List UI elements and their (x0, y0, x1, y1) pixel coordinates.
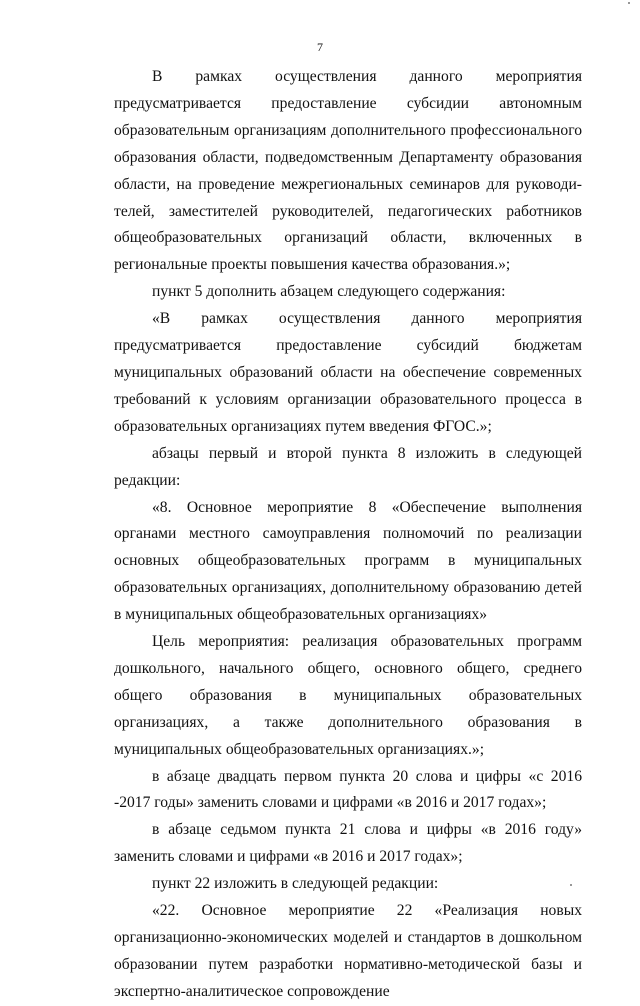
paragraph: Цель мероприятия: реализация образовательных программ дошкольного, начального общего, основного общего, среднего общего образования в муниципальных образовательных организациях, а также дополнительного образования в муниципальных общеобразовательных организациях.»; (114, 633, 582, 758)
paragraph: «8. Основное мероприятие 8 «Обеспечение выполнения органами местного самоуправления полномочий по реализации основных общеобразовательных программ в муниципальных образовательных организациях, дополнительному образованию детей в муниципальных общеобразовательных организациях» (114, 498, 582, 624)
paragraph: абзацы первый и второй пункта 8 изложить в следующей редакции: (114, 444, 582, 489)
scan-speck (628, 2, 630, 4)
paragraph: пункт 22 изложить в следующей редакции: (152, 875, 439, 893)
paragraph: «В рамках осуществления данного мероприятия предусматривается предоставление субсидий бюджетам муниципальных образований области на обеспечение современных требований к условиям организации образовательного процесса в образовательных организациях путем введения ФГОС.»; (114, 310, 582, 435)
paragraph: в абзаце двадцать первом пункта 20 слова и цифры «с 2016 -2017 годы» заменить словами и цифрами «в 2016 и 2017 годах»; (114, 767, 582, 812)
document-body (114, 64, 582, 1006)
paragraph: в абзаце седьмом пункта 21 слова и цифры «в 2016 году» заменить словами и цифрами «в 2016 и 2017 годах»; (114, 821, 582, 866)
paragraph: «22. Основное мероприятие 22 «Реализация новых организационно-экономических моделей и стандартов в дошкольном образовании путем разработки нормативно-методической базы и экспертно-аналитическое сопровождение (114, 902, 582, 1000)
paragraph: В рамках осуществления данного мероприятия предусматривается предоставление субсидии автономным образовательным организациям дополнительного профессионального образования области, подведомственным Департаменту образования области, на проведение межрегиональных семинаров для руководителей, заместителей руководителей, педагогических работников общеобразовательных организаций области, включенных в региональные проекты повышения качества образования.»; (114, 68, 582, 274)
page-number: 7 (317, 40, 323, 54)
scan-speck (570, 884, 572, 886)
paragraph: пункт 5 дополнить абзацем следующего содержания: (152, 283, 506, 301)
